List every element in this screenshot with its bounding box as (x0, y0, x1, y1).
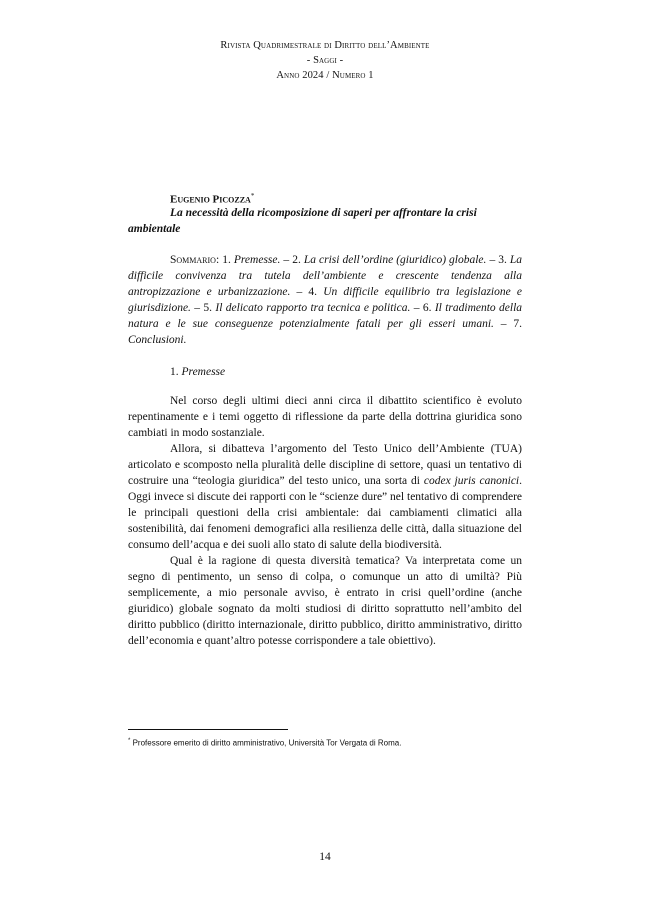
journal-name: Rivista Quadrimestrale di Diritto dell’Ambiente (220, 40, 430, 51)
article-title-line2: ambientale (128, 223, 181, 235)
summary-label: Sommario (170, 254, 216, 266)
section-number: 1. (170, 366, 179, 378)
summary-item-6: 6. Il tradimento della natura e le sue conseguenze potenzialmente fatali per gli esseri umani. (128, 302, 523, 330)
running-header (0, 38, 650, 83)
section-title: Premesse (181, 366, 226, 378)
paragraph-2 (128, 441, 522, 553)
body-text (128, 393, 522, 649)
paragraph-2-part-b: . Oggi invece si discute dei rapporti con le “scienze dure” nel tentativo di comprendere le principali questioni della crisi ambientale: dai cambiamenti climatici alla sostenibilità, dai fenomeni demografici alla resilienza delle città, dalla situazione del consumo dell’acqua e dei suoli allo stato di salute della biodiversità. (128, 475, 522, 551)
footnote-mark: * (128, 738, 131, 744)
paragraph-3: Qual è la ragione di questa diversità tematica? Va interpretata come un segno di pentimento, un senso di colpa, o comunque un atto di umiltà? Più semplicemente, a mio personale avviso, è entrato in crisi quell’ordine (anche giuridico) globale sognato da molti studiosi di diritto soprattutto nell’ambito del diritto pubblico (diritto internazionale, diritto pubblico, diritto amministrativo, diritto dell’economia e quant’altro potesse corrispondere a tale obiettivo). (128, 555, 522, 647)
summary-item-3: 3. La difficile convivenza tra tutela dell’ambiente e crescente tendenza alla antropizzazione e urbanizzazione. (128, 254, 523, 298)
summary-item-5: 5. Il delicato rapporto tra tecnica e politica. (203, 302, 411, 314)
article-title (128, 205, 522, 237)
page-number: 14 (319, 851, 331, 863)
paragraph-2-italic: codex juris canonici (423, 475, 520, 487)
author-name-text: Eugenio Picozza (170, 193, 251, 206)
section-heading (170, 366, 225, 378)
footnote-divider (128, 729, 288, 730)
summary-item-1: 1. Premesse. (222, 254, 281, 266)
author-name (170, 192, 254, 206)
section-label: - Saggi - (306, 55, 344, 66)
summary: Sommario: 1. Premesse. – 2. La crisi dell’ordine (giuridico) globale. – 3. La difficile convivenza tra tutela dell’ambiente e crescente tendenza alla antropizzazione e urbanizzazione. – 4. Un difficile equilibrio tra legislazione e giurisdizione. – 5. Il delicato rapporto tra tecnica e politica. – 6. Il tradimento della natura e le sue conseguenze potenzialmente fatali per gli esseri umani. – 7. Conclusioni. (128, 254, 523, 346)
summary-item-7: 7. Conclusioni. (128, 318, 522, 346)
paragraph-2-part-a: Allora, si dibatteva l’argomento del Testo Unico dell’Ambiente (TUA) articolato e scomposto nella pluralità delle discipline di settore, quasi un tentativo di costruire una “teologia giuridica” del testo unico, una sorta di (128, 443, 522, 487)
issue-label: Anno 2024 / Numero 1 (276, 70, 374, 81)
summary-item-4: 4. Un difficile equilibrio tra legislazione e giurisdizione. (128, 286, 522, 314)
summary-item-2: 2. La crisi dell’ordine (giuridico) globale. (292, 254, 487, 266)
paragraph-1: Nel corso degli ultimi dieci anni circa il dibattito scientifico è evoluto repentinamente e i temi oggetto di riflessione da parte della dottrina giuridica sono cambiati in modo sostanziale. (128, 395, 522, 439)
footnote (128, 736, 522, 749)
author-footnote-mark: * (250, 192, 255, 200)
article-title-line1: La necessità della ricomposizione di saperi per affrontare la crisi (170, 207, 477, 219)
footnote-text: Professore emerito di diritto amministrativo, Università Tor Vergata di Roma. (132, 738, 402, 748)
